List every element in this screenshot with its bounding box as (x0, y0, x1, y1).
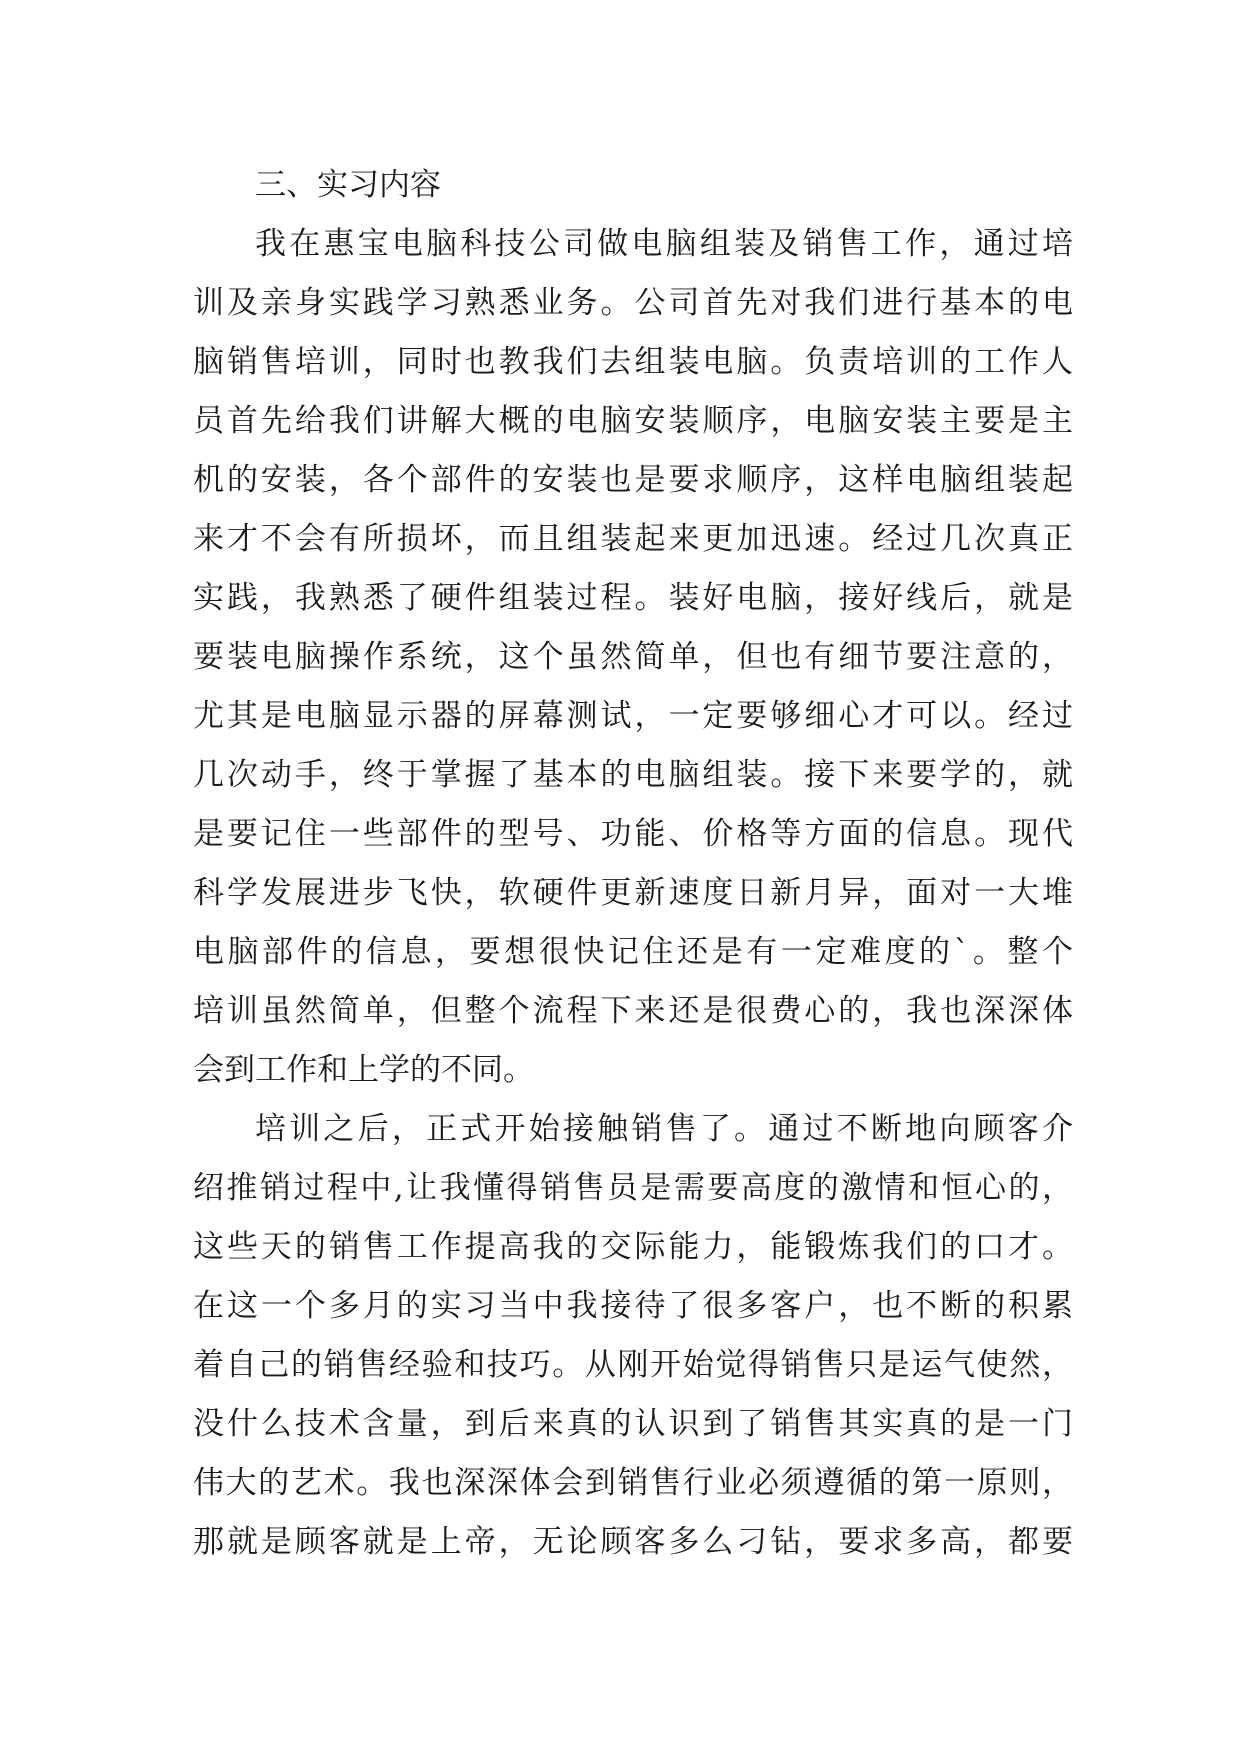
paragraph-line: 绍推销过程中,让我懂得销售员是需要高度的激情和恒心的， (193, 1170, 1073, 1206)
paragraph-line: 培训虽然简单，但整个流程下来还是很费心的，我也深深体 (193, 993, 1073, 1029)
paragraph-line: 尤其是电脑显示器的屏幕测试，一定要够细心才可以。经过 (193, 698, 1073, 734)
section-heading: 三、实习内容 (255, 167, 441, 203)
paragraph-line: 这些天的销售工作提高我的交际能力，能锻炼我们的口才。 (193, 1229, 1073, 1265)
paragraph-line: 实践，我熟悉了硬件组装过程。装好电脑，接好线后，就是 (193, 580, 1073, 616)
paragraph-line: 员首先给我们讲解大概的电脑安装顺序，电脑安装主要是主 (193, 403, 1073, 439)
paragraph-line: 脑销售培训，同时也教我们去组装电脑。负责培训的工作人 (193, 344, 1073, 380)
paragraph-line: 来才不会有所损坏，而且组装起来更加迅速。经过几次真正 (193, 521, 1073, 557)
paragraph-line: 没什么技术含量，到后来真的认识到了销售其实真的是一门 (193, 1406, 1073, 1442)
paragraph-line: 是要记住一些部件的型号、功能、价格等方面的信息。现代 (193, 816, 1073, 852)
document-body (193, 156, 1073, 1572)
paragraph-line: 科学发展进步飞快，软硬件更新速度日新月异，面对一大堆 (193, 875, 1073, 911)
paragraph-line: 电脑部件的信息，要想很快记住还是有一定难度的`。整个 (193, 934, 1073, 970)
paragraph-line: 机的安装，各个部件的安装也是要求顺序，这样电脑组装起 (193, 462, 1073, 498)
paragraph-line: 伟大的艺术。我也深深体会到销售行业必须遵循的第一原则， (193, 1465, 1073, 1501)
paragraph-line: 我在惠宝电脑科技公司做电脑组装及销售工作，通过培 (255, 226, 1073, 262)
paragraph-line: 训及亲身实践学习熟悉业务。公司首先对我们进行基本的电 (193, 285, 1073, 321)
paragraph-line: 要装电脑操作系统，这个虽然简单，但也有细节要注意的， (193, 639, 1073, 675)
paragraph-line: 培训之后，正式开始接触销售了。通过不断地向顾客介 (255, 1111, 1073, 1147)
paragraph-line: 几次动手，终于掌握了基本的电脑组装。接下来要学的，就 (193, 757, 1073, 793)
paragraph-line: 着自己的销售经验和技巧。从刚开始觉得销售只是运气使然， (193, 1347, 1073, 1383)
paragraph-line: 会到工作和上学的不同。 (193, 1052, 534, 1088)
paragraph-line: 在这一个多月的实习当中我接待了很多客户，也不断的积累 (193, 1288, 1073, 1324)
paragraph-line: 那就是顾客就是上帝，无论顾客多么刁钻，要求多高，都要 (193, 1524, 1073, 1560)
